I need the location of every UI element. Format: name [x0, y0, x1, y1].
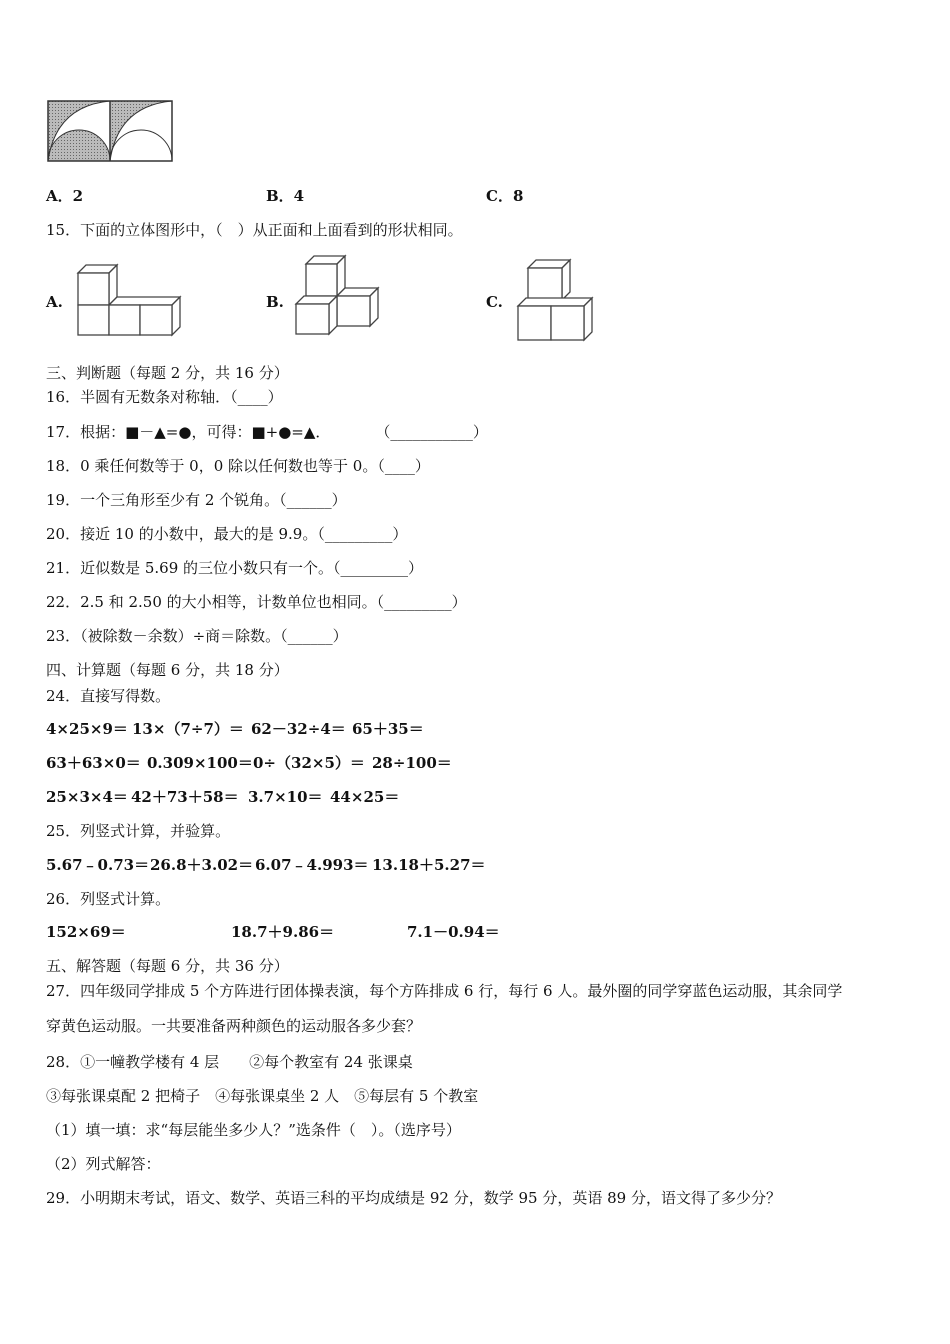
q27-line1: 27．四年级同学排成 5 个方阵进行团体操表演，每个方阵排成 6 行，每行 6 人。最外圈的同学穿蓝色运动服，其余同学: [46, 982, 843, 1000]
calc-item: 4×25×9＝: [46, 720, 128, 738]
q28-part2: （2）列式解答：: [46, 1155, 161, 1173]
calc-item: 3.7×10＝: [248, 788, 323, 806]
q27-line2: 穿黄色运动服。一共要准备两种颜色的运动服各多少套？: [46, 1017, 422, 1035]
q26-stem: 26．列竖式计算。: [46, 890, 171, 908]
q28-line1: 28．①一幢教学楼有 4 层 ②每个教室有 24 张课桌: [46, 1053, 413, 1071]
calc-item: 7.1－0.94＝: [407, 923, 500, 941]
section3-title: 三、判断题（每题 2 分，共 16 分）: [46, 364, 289, 382]
section4-title: 四、计算题（每题 6 分，共 18 分）: [46, 661, 289, 679]
cube-figure-c: [516, 256, 598, 344]
q14-option-c[interactable]: C．8: [486, 187, 524, 205]
calc-item: 44×25＝: [330, 788, 400, 806]
q24-stem: 24．直接写得数。: [46, 687, 171, 705]
q28-line2: ③每张课桌配 2 把椅子 ④每张课桌坐 2 人 ⑤每层有 5 个教室: [46, 1087, 479, 1105]
q23[interactable]: 23．（被除数－余数）÷商＝除数。（______）: [46, 627, 348, 645]
calc-item: 26.8＋3.02＝: [150, 856, 254, 874]
calc-item: 63＋63×0＝: [46, 754, 141, 772]
calc-item: 152×69＝: [46, 923, 126, 941]
q16[interactable]: 16．半圆有无数条对称轴．（____）: [46, 388, 283, 406]
q17[interactable]: 17．根据：■－▲=●，可得：■+●=▲． （___________）: [46, 423, 488, 441]
calc-item: 0÷（32×5）＝: [253, 754, 365, 772]
q20[interactable]: 20．接近 10 的小数中，最大的是 9.9。（_________）: [46, 525, 408, 543]
calc-item: 28÷100＝: [372, 754, 452, 772]
calc-item: 13.18＋5.27＝: [372, 856, 486, 874]
q14-option-b[interactable]: B．4: [266, 187, 305, 205]
q14-option-a[interactable]: A．2: [46, 187, 84, 205]
calc-item: 0.309×100＝: [147, 754, 253, 772]
q18[interactable]: 18．0 乘任何数等于 0，0 除以任何数也等于 0。（____）: [46, 457, 430, 475]
calc-item: 42＋73＋58＝: [131, 788, 239, 806]
q15-stem: 15．下面的立体图形中，（ ）从正面和上面看到的形状相同。: [46, 221, 463, 239]
q15-option-b[interactable]: B.: [266, 293, 284, 311]
shaded-arcs-figure: [46, 98, 176, 166]
cube-figure-b: [294, 252, 384, 340]
calc-item: 25×3×4＝: [46, 788, 128, 806]
q29: 29．小明期末考试，语文、数学、英语三科的平均成绩是 92 分，数学 95 分，英语 89 分，语文得了多少分？: [46, 1189, 781, 1207]
section5-title: 五、解答题（每题 6 分，共 36 分）: [46, 957, 289, 975]
q28-part1: （1）填一填：求“每层能坐多少人？”选条件（ ）。（选序号）: [46, 1121, 461, 1139]
q15-option-c[interactable]: C.: [486, 293, 503, 311]
q19[interactable]: 19．一个三角形至少有 2 个锐角。（______）: [46, 491, 347, 509]
q21[interactable]: 21．近似数是 5.69 的三位小数只有一个。（_________）: [46, 559, 424, 577]
q22[interactable]: 22．2.5 和 2.50 的大小相等，计数单位也相同。（_________）: [46, 593, 467, 611]
calc-item: 13×（7÷7）＝: [132, 720, 244, 738]
calc-item: 6.07﹣4.993＝: [255, 856, 369, 874]
q25-stem: 25．列竖式计算，并验算。: [46, 822, 231, 840]
q15-option-a[interactable]: A.: [46, 293, 63, 311]
calc-item: 62－32÷4＝: [251, 720, 346, 738]
calc-item: 5.67﹣0.73＝: [46, 856, 150, 874]
calc-item: 18.7＋9.86＝: [231, 923, 335, 941]
calc-item: 65＋35＝: [352, 720, 424, 738]
cube-figure-a: [76, 260, 186, 340]
